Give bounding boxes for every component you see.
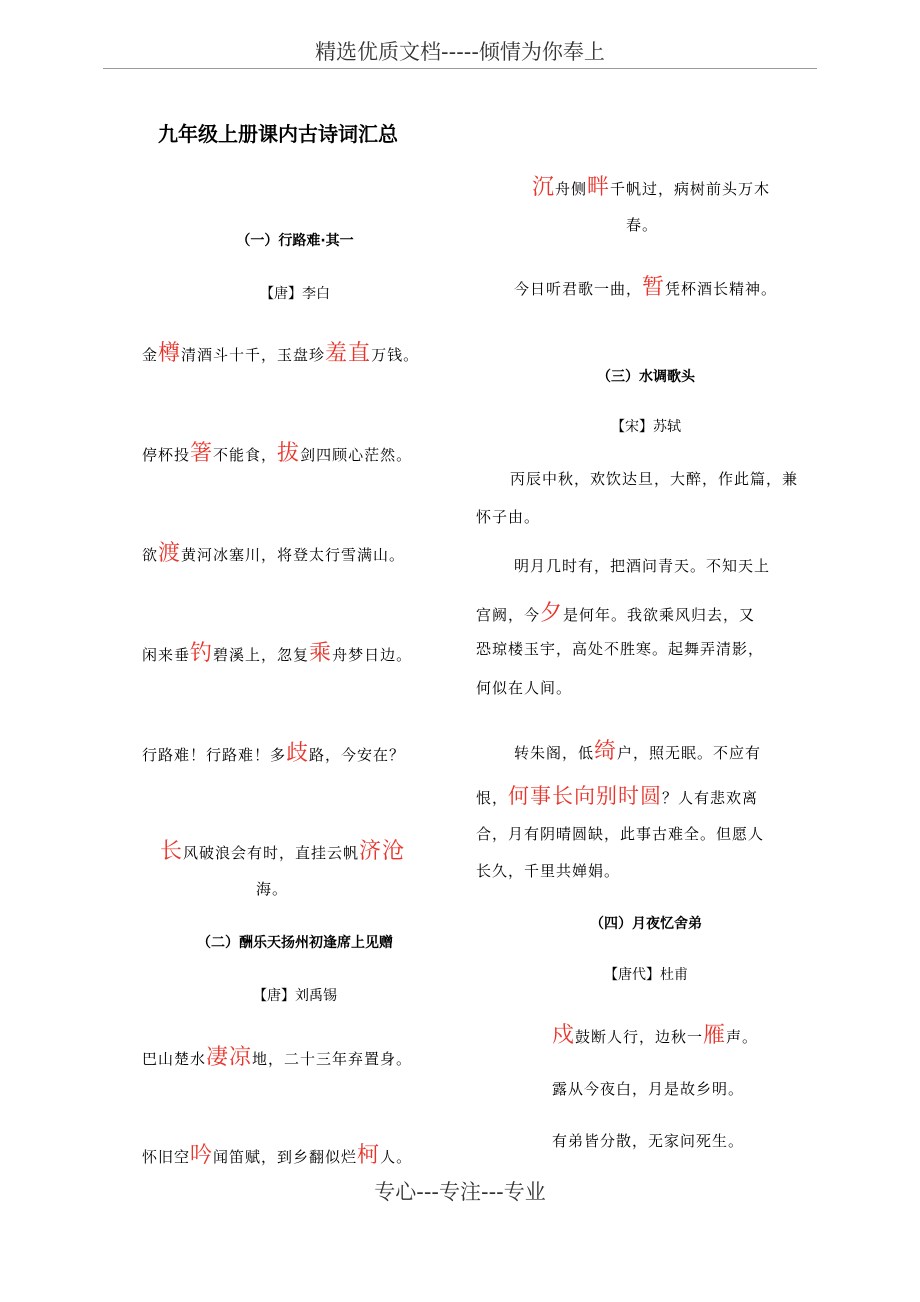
highlight-word: 畔 <box>587 175 611 200</box>
highlight-word: 乘 <box>309 641 333 666</box>
poem2-author: 【唐】刘禹锡 <box>253 988 337 1004</box>
poem3-preface: 丙辰中秋，欢饮达旦，大醉，作此篇，兼 <box>510 470 799 488</box>
highlight-word: 拔 <box>277 441 301 466</box>
poem1-line6-cont: 海。 <box>256 880 289 898</box>
poem3-para2-line4: 长久，千里共婵娟。 <box>476 862 621 880</box>
highlight-word: 箸 <box>190 441 214 466</box>
poem3-para1-line3: 恐琼楼玉宇，高处不胜寒。起舞弄清影， <box>476 640 765 658</box>
highlight-word: 渡 <box>158 541 182 566</box>
poem4-heading: （四）月夜忆舍弟 <box>590 916 702 932</box>
poem3-para2-line3: 合，月有阴晴圆缺，此事古难全。但愿人 <box>476 825 765 843</box>
poem4-line1: 戍鼓断人行，边秋一雁声。 <box>552 1023 759 1048</box>
poem2-line3: 沉舟侧畔千帆过，病树前头万木 <box>532 175 771 200</box>
highlight-word: 夕 <box>540 601 564 626</box>
highlight-word: 歧 <box>286 741 310 766</box>
poem3-para1-line4: 何似在人间。 <box>476 679 573 697</box>
highlight-word: 雁 <box>703 1023 727 1048</box>
poem1-author: 【唐】李白 <box>260 286 330 302</box>
poem1-line2: 停杯投箸不能食，拔剑四顾心茫然。 <box>142 441 413 466</box>
poem4-line3: 有弟皆分散，无家问死生。 <box>552 1132 745 1150</box>
poem1-line5: 行路难！行路难！多歧路，今安在？ <box>142 741 406 766</box>
poem3-author: 【宋】苏轼 <box>611 419 681 435</box>
poem2-line1: 巴山楚水凄凉地，二十三年弃置身。 <box>142 1045 413 1070</box>
highlight-word: 暂 <box>642 275 666 300</box>
highlight-word: 钓 <box>190 641 214 666</box>
poem1-line3: 欲渡黄河冰塞川，将登太行雪满山。 <box>142 541 406 566</box>
poem3-para2-line1: 转朱阁，低绮户，照无眠。不应有 <box>514 739 762 764</box>
highlight-word: 戍 <box>552 1023 576 1048</box>
highlight-phrase: 何事长向别时圆 <box>508 784 663 808</box>
poem1-heading: （一）行路难·其一 <box>236 233 354 249</box>
highlight-word: 沉 <box>532 175 556 200</box>
poem1-line4: 闲来垂钓碧溪上，忽复乘舟梦日边。 <box>142 641 413 666</box>
poem3-para1-line2: 宫阙，今夕是何年。我欲乘风归去，又 <box>476 601 756 626</box>
poem3-para2-line2: 恨，何事长向别时圆？人有悲欢离 <box>476 784 759 808</box>
page-footer: 专心---专注---专业 <box>374 1180 546 1204</box>
page-header: 精选优质文档-----倾情为你奉上 <box>315 40 605 64</box>
poem4-author: 【唐代】杜甫 <box>604 967 688 983</box>
highlight-word: 柯 <box>357 1143 381 1168</box>
poem1-line1: 金樽清酒斗十千，玉盘珍羞直万钱。 <box>142 341 420 366</box>
poem3-preface-cont: 怀子由。 <box>476 508 541 526</box>
header-divider <box>103 68 817 69</box>
highlight-word: 樽 <box>158 341 182 366</box>
highlight-word: 长 <box>160 839 184 864</box>
poem2-heading: （二）酬乐天扬州初逢席上见赠 <box>197 935 393 951</box>
poem2-line3-cont: 春。 <box>626 216 659 234</box>
poem2-line4: 今日听君歌一曲，暂凭杯酒长精神。 <box>514 275 778 300</box>
poem4-line2: 露从今夜白，月是故乡明。 <box>552 1080 745 1098</box>
highlight-word: 济沧 <box>359 839 406 864</box>
highlight-word: 绮 <box>594 739 618 764</box>
highlight-word: 凄凉 <box>206 1045 253 1070</box>
poem3-heading: （三）水调歌头 <box>597 369 695 385</box>
poem3-para1-line1: 明月几时有，把酒问青天。不知天上 <box>514 557 771 575</box>
highlight-word: 羞直 <box>325 341 372 366</box>
poem1-line6: 长风破浪会有时，直挂云帆济沧 <box>160 839 406 864</box>
highlight-word: 吟 <box>190 1143 214 1168</box>
document-title: 九年级上册课内古诗词汇总 <box>158 122 398 146</box>
poem2-line2: 怀旧空吟闻笛赋，到乡翻似烂柯人。 <box>142 1143 413 1168</box>
